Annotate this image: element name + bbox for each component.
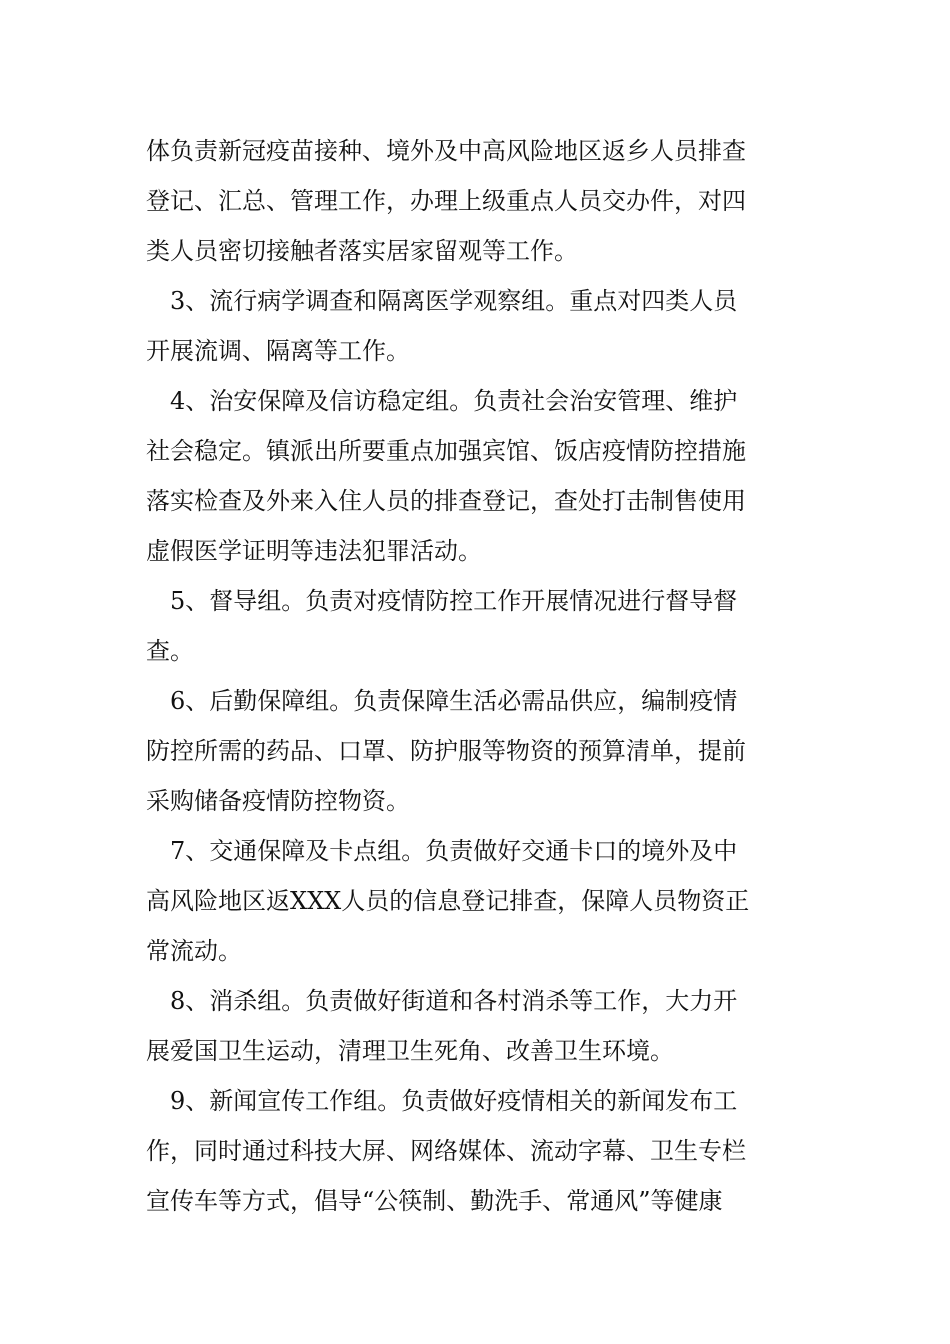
text-line: 高风险地区返XXX人员的信息登记排查，保障人员物资正 xyxy=(146,887,750,915)
text-line: 3、流行病学调查和隔离医学观察组。重点对四类人员 xyxy=(146,287,738,315)
text-line: 落实检查及外来入住人员的排查登记，查处打击制售使用 xyxy=(146,487,746,515)
text-line: 8、消杀组。负责做好街道和各村消杀等工作，大力开 xyxy=(146,987,738,1015)
text-line: 查。 xyxy=(146,637,194,665)
text-line: 虚假医学证明等违法犯罪活动。 xyxy=(146,537,482,565)
text-line: 6、后勤保障组。负责保障生活必需品供应，编制疫情 xyxy=(146,687,738,715)
text-line: 类人员密切接触者落实居家留观等工作。 xyxy=(146,237,578,265)
text-line: 作，同时通过科技大屏、网络媒体、流动字幕、卫生专栏 xyxy=(146,1137,746,1165)
text-line: 宣传车等方式，倡导“公筷制、勤洗手、常通风”等健康 xyxy=(146,1187,723,1215)
text-line: 4、治安保障及信访稳定组。负责社会治安管理、维护 xyxy=(146,387,738,415)
text-line: 常流动。 xyxy=(146,937,242,965)
text-line: 社会稳定。镇派出所要重点加强宾馆、饭店疫情防控措施 xyxy=(146,437,746,465)
text-line: 防控所需的药品、口罩、防护服等物资的预算清单，提前 xyxy=(146,737,746,765)
text-line: 5、督导组。负责对疫情防控工作开展情况进行督导督 xyxy=(146,587,738,615)
text-line: 9、新闻宣传工作组。负责做好疫情相关的新闻发布工 xyxy=(146,1087,738,1115)
document-body xyxy=(146,126,806,1226)
text-line: 登记、汇总、管理工作，办理上级重点人员交办件，对四 xyxy=(146,187,746,215)
text-line: 7、交通保障及卡点组。负责做好交通卡口的境外及中 xyxy=(146,837,738,865)
text-line: 采购储备疫情防控物资。 xyxy=(146,787,410,815)
text-line: 体负责新冠疫苗接种、境外及中高风险地区返乡人员排查 xyxy=(146,137,746,165)
text-line: 开展流调、隔离等工作。 xyxy=(146,337,410,365)
text-line: 展爱国卫生运动，清理卫生死角、改善卫生环境。 xyxy=(146,1037,674,1065)
